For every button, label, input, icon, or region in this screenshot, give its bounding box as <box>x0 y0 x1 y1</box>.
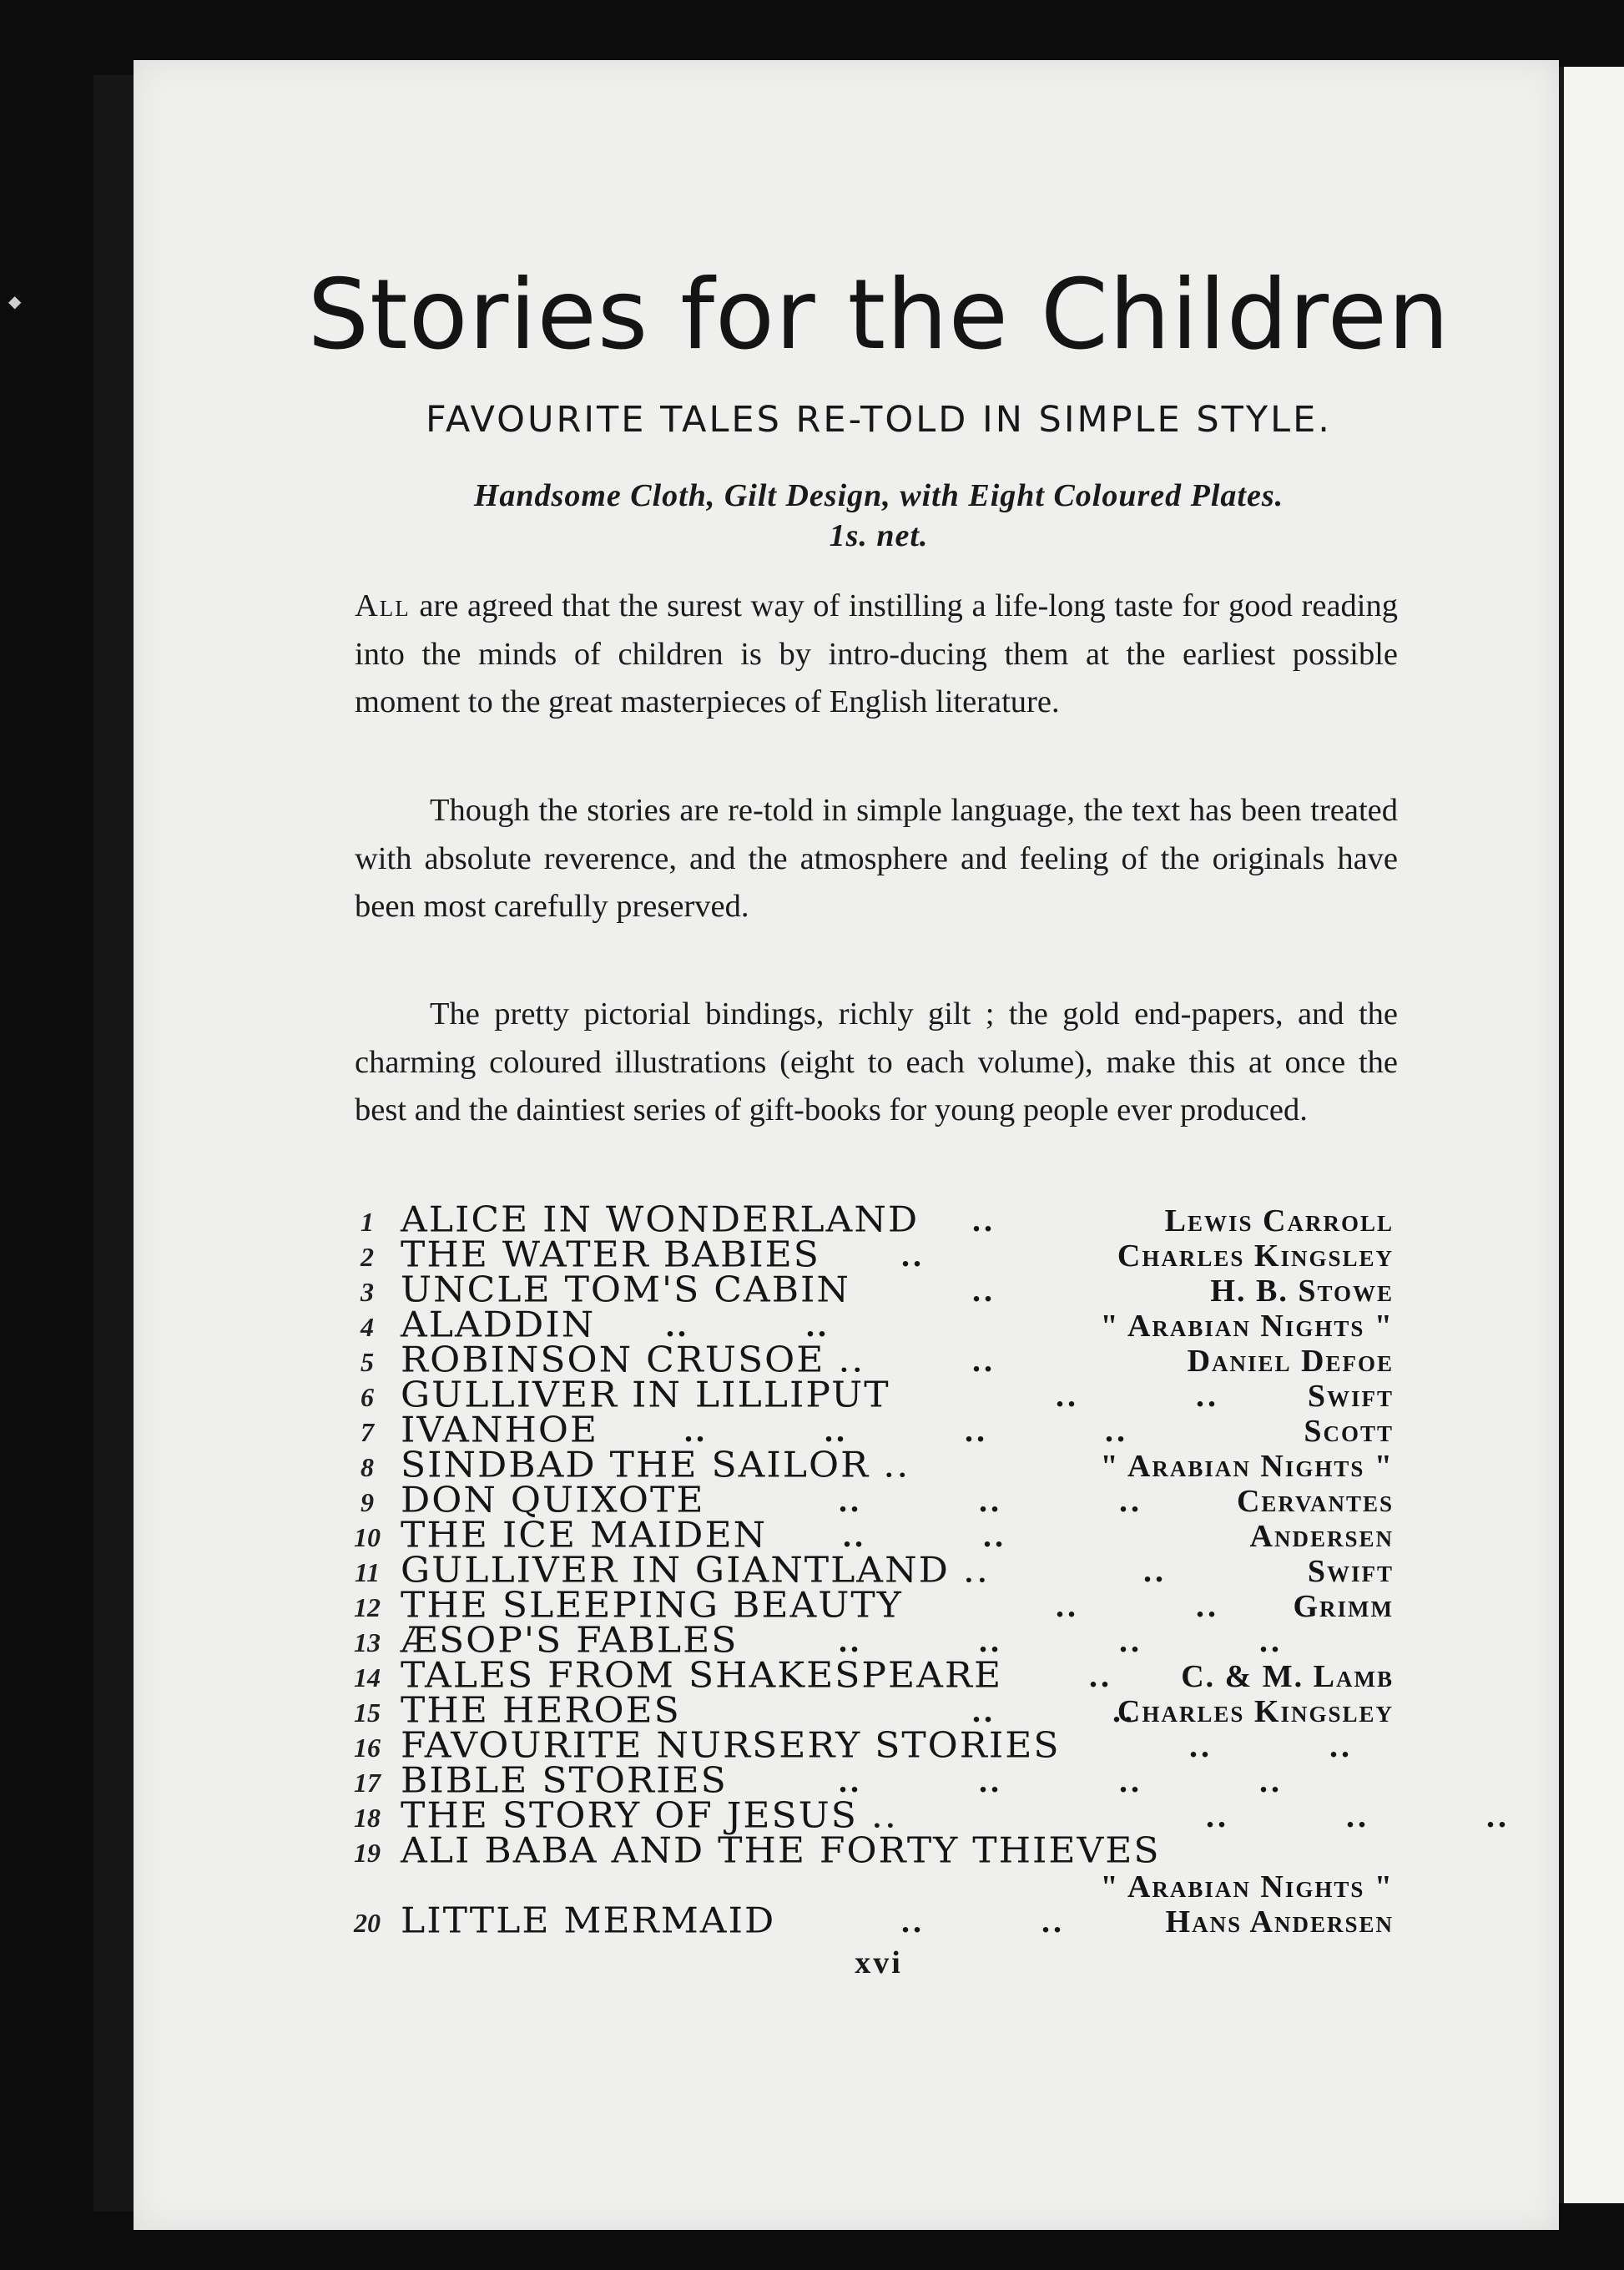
book-list-item <box>349 1339 1394 1380</box>
book-author: H. B. Stowe <box>1210 1274 1394 1309</box>
book-list-item <box>349 1760 1394 1801</box>
dot-leader: .. <box>901 1236 925 1274</box>
book-list-item <box>349 1725 1394 1766</box>
book-title: ROBINSON CRUSOE .. <box>401 1339 865 1380</box>
book-number: 15 <box>354 1697 381 1728</box>
book-author: Andersen <box>1249 1519 1394 1554</box>
book-number: 10 <box>354 1522 381 1552</box>
book-list-item <box>349 1234 1394 1275</box>
book-title: THE HEROES <box>401 1690 681 1731</box>
book-title: SINDBAD THE SAILOR .. <box>401 1445 910 1486</box>
book-number: 13 <box>354 1627 381 1657</box>
book-author: Daniel Defoe <box>1187 1344 1394 1379</box>
book-author: Swift <box>1307 1554 1394 1589</box>
book-list-item <box>349 1269 1394 1310</box>
book-title: ALICE IN WONDERLAND <box>401 1199 920 1240</box>
book-list-item <box>349 1868 1394 1903</box>
book-title: ALI BABA AND THE FORTY THIEVES <box>401 1830 1161 1871</box>
book-title: ALADDIN <box>401 1304 596 1345</box>
book-list-item <box>349 1199 1394 1240</box>
dot-leader: .. .. <box>843 1516 1006 1554</box>
dot-leader: .. .. <box>666 1306 830 1344</box>
book-number: 6 <box>361 1382 374 1412</box>
book-title: TALES FROM SHAKESPEARE <box>401 1655 1003 1696</box>
book-list-item <box>349 1304 1394 1345</box>
book-title: UNCLE TOM'S CABIN <box>401 1269 850 1310</box>
book-author: Scott <box>1304 1414 1394 1449</box>
book-number: 2 <box>361 1242 374 1272</box>
book-number: 9 <box>361 1487 374 1517</box>
book-title: DON QUIXOTE <box>401 1480 705 1521</box>
book-author: Charles Kingsley <box>1117 1694 1394 1729</box>
book-title: GULLIVER IN GIANTLAND .. <box>401 1550 990 1591</box>
book-list-item <box>349 1410 1394 1450</box>
book-title: GULLIVER IN LILLIPUT <box>401 1375 890 1415</box>
page-title: Stories for the Children <box>307 259 1450 371</box>
book-author: C. & M. Lamb <box>1181 1659 1394 1694</box>
book-list-item <box>349 1690 1394 1731</box>
dot-leader: .. .. <box>972 1692 1136 1729</box>
book-title: THE WATER BABIES <box>401 1234 820 1275</box>
dot-leader: .. .. <box>1189 1727 1353 1764</box>
book-title: THE ICE MAIDEN <box>401 1515 768 1556</box>
book-number: 18 <box>354 1803 381 1833</box>
book-number: 5 <box>361 1347 374 1377</box>
book-list-item <box>349 1620 1394 1661</box>
book-title: THE STORY OF JESUS .. <box>401 1795 898 1836</box>
dot-leader: .. <box>1089 1657 1112 1694</box>
page-subtitle: FAVOURITE TALES RE-TOLD IN SIMPLE STYLE. <box>426 399 1332 441</box>
book-list-item <box>349 1795 1510 1836</box>
book-author: Cervantes <box>1236 1484 1394 1519</box>
book-title: FAVOURITE NURSERY STORIES <box>401 1725 1061 1766</box>
book-author: " Arabian Nights " <box>1100 1869 1394 1904</box>
drop-word: All <box>355 588 411 623</box>
book-author: Grimm <box>1293 1589 1394 1624</box>
book-number: 20 <box>354 1908 381 1938</box>
dot-leader: .. .. .. <box>839 1481 1142 1519</box>
intro-paragraph-text: are agreed that the surest way of instilling a life-long taste for good reading into the minds of children is by intro-ducing them at the earliest possible moment to the great masterpieces of English literature. <box>355 588 1398 719</box>
book-number: 4 <box>361 1312 374 1342</box>
dot-leader: .. <box>972 1201 996 1238</box>
dot-leader: .. <box>1143 1551 1167 1589</box>
book-author: " Arabian Nights " <box>1100 1309 1394 1344</box>
book-number: 11 <box>354 1557 381 1587</box>
book-author: Swift <box>1307 1379 1394 1414</box>
dot-leader: .. .. .. .. <box>839 1622 1283 1659</box>
dot-leader: .. <box>972 1271 996 1309</box>
book-list-item <box>349 1375 1394 1415</box>
dot-leader: .. .. .. <box>1206 1797 1510 1834</box>
book-number: 12 <box>354 1592 381 1622</box>
dot-leader: .. .. .. .. <box>684 1411 1128 1449</box>
book-author: Lewis Carroll <box>1164 1203 1394 1238</box>
book-number: 7 <box>361 1417 374 1447</box>
book-number: 1 <box>361 1207 374 1237</box>
price-line: 1s. net. <box>829 518 929 553</box>
intro-paragraph <box>355 583 1398 727</box>
book-list-item <box>349 1445 1394 1486</box>
binding-note: Handsome Cloth, Gilt Design, with Eight Coloured Plates. <box>473 478 1284 513</box>
book-title: IVANHOE <box>401 1410 599 1450</box>
book-title: ÆSOP'S FABLES <box>401 1620 739 1661</box>
book-title: LITTLE MERMAID <box>401 1900 776 1941</box>
book-list-item <box>349 1480 1394 1521</box>
dot-leader: .. .. <box>901 1902 1065 1940</box>
facing-page-edge <box>1559 67 1624 2203</box>
dot-leader: .. .. .. .. <box>839 1762 1283 1799</box>
book-list-item <box>349 1655 1394 1696</box>
book-author: Hans Andersen <box>1165 1904 1394 1940</box>
book-list-item <box>349 1585 1394 1626</box>
book-spine-shadow <box>93 75 136 2212</box>
book-author: " Arabian Nights " <box>1100 1449 1394 1484</box>
book-number: 17 <box>354 1768 381 1798</box>
scan-artifact: ◆ <box>8 291 22 311</box>
book-title: THE SLEEPING BEAUTY <box>401 1585 903 1626</box>
page-number: xvi <box>855 1945 903 1980</box>
dot-leader: .. .. <box>1056 1376 1219 1414</box>
book-list-item <box>349 1550 1394 1591</box>
book-list-item <box>349 1900 1394 1941</box>
book-list-item <box>349 1830 1394 1871</box>
book-number: 16 <box>354 1733 381 1763</box>
book-number: 3 <box>361 1277 374 1307</box>
book-list <box>349 1199 1510 1941</box>
reverence-paragraph: Though the stories are re-told in simple language, the text has been treated with absolute reverence, and the atmosphere and feeling of the originals have been most carefully preserved. <box>355 793 1398 924</box>
book-number: 19 <box>354 1838 381 1868</box>
book-number: 14 <box>354 1662 381 1692</box>
book-number: 8 <box>361 1452 374 1482</box>
bindings-paragraph: The pretty pictorial bindings, richly gilt ; the gold end-papers, and the charming coloured illustrations (eight to each volume), make this at once the best and the daintiest series of gift-books for young people ever produced. <box>355 996 1398 1127</box>
dot-leader: .. .. <box>1056 1586 1219 1624</box>
book-author: Charles Kingsley <box>1117 1238 1394 1274</box>
book-title: BIBLE STORIES <box>401 1760 728 1801</box>
book-list-item <box>349 1515 1394 1556</box>
dot-leader: .. <box>972 1341 996 1379</box>
